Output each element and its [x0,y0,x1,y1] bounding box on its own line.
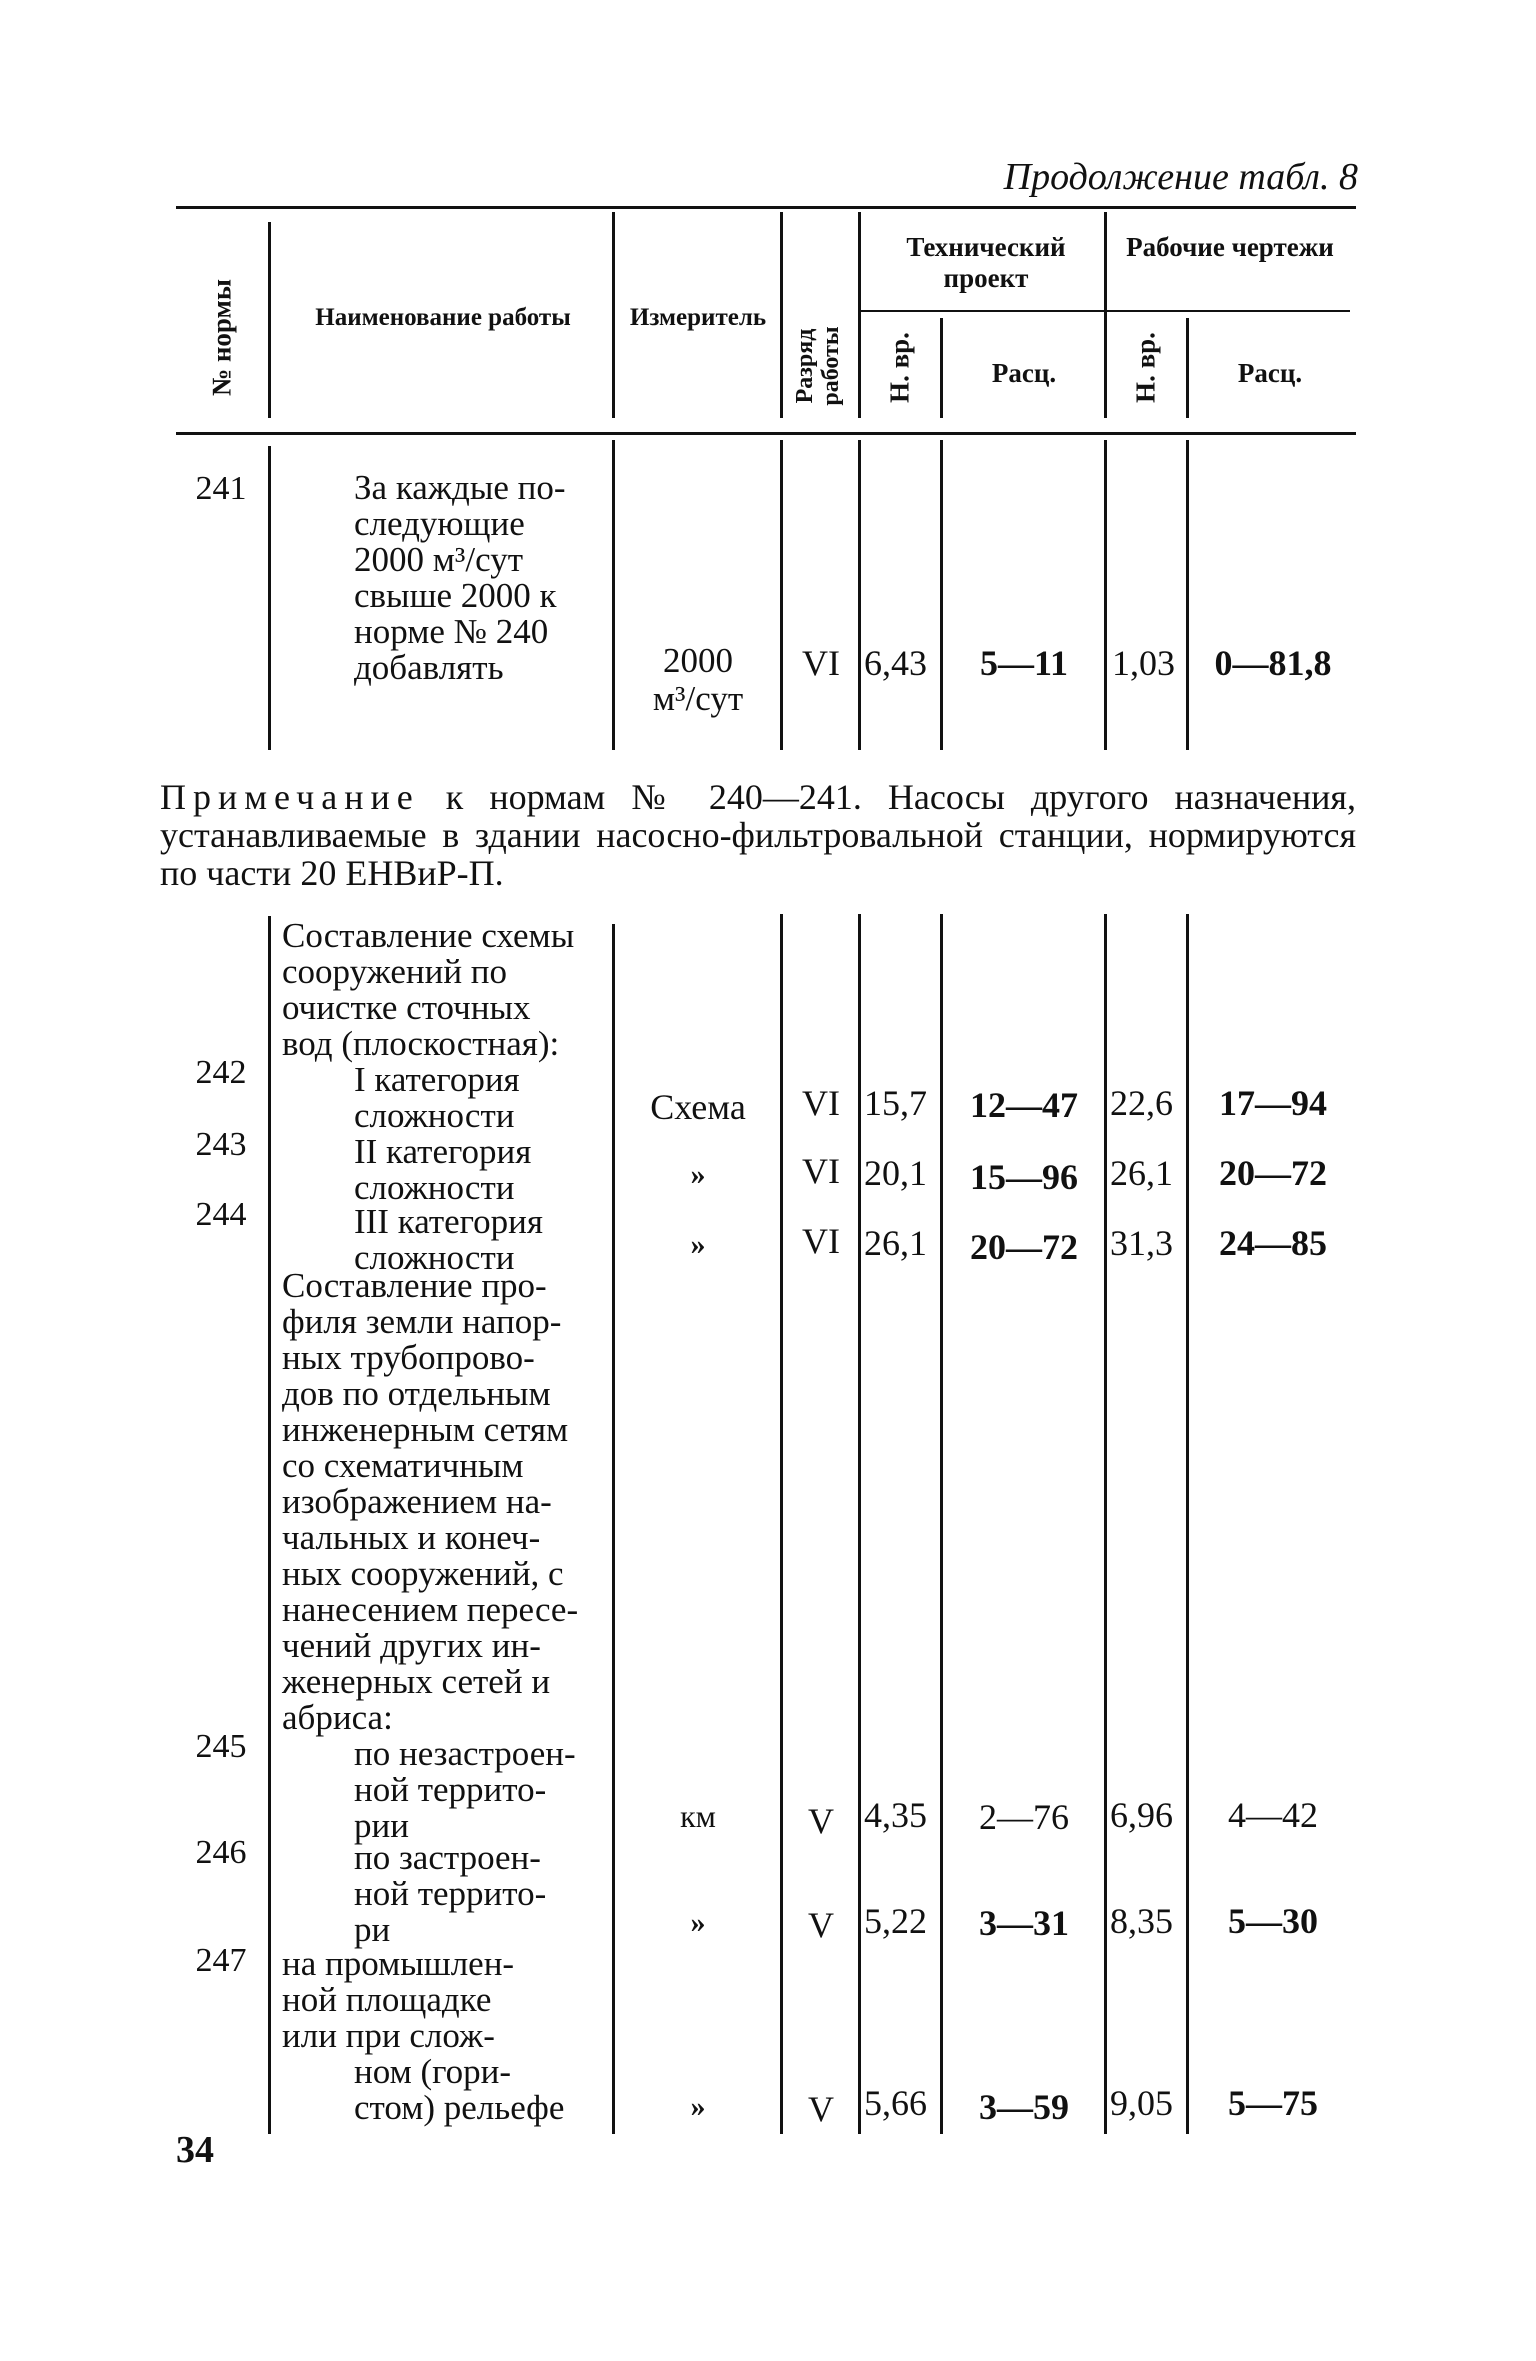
header-tech-rasc: Расц. [991,358,1057,388]
group1-description [282,918,608,1062]
row245-description [354,1736,608,1844]
table-caption: Продолжение табл. 8 [1003,156,1358,198]
header-top-rule [176,206,1356,209]
row245-number: 245 [195,1728,247,1765]
row241-vline-1 [268,446,271,750]
row241-unit-line: 2000 [663,641,733,680]
row245-desc-line: рии [354,1806,409,1845]
group1-desc-line: очистке сточных [282,988,531,1027]
row241-number: 241 [195,470,247,507]
lower-vline-3 [780,914,783,2134]
row247-draw-nvr: 9,05 [1110,2083,1173,2123]
tech-group-rule [860,310,1106,312]
row245-desc-line: ной террито- [354,1770,547,1809]
row246-draw-nvr: 8,35 [1110,1901,1173,1941]
row245-unit: км [680,1798,716,1834]
row243-description [354,1134,608,1206]
row247-desc-line: ном (гори- [354,2052,511,2091]
row247-unit: » [690,2090,706,2123]
row246-tech-rasc: 3—31 [979,1903,1069,1943]
row244-grade: VI [802,1221,840,1261]
row243-tech-nvr: 20,1 [864,1153,927,1193]
row241-desc-line: следующие [354,504,525,543]
row246-desc-line: ной террито- [354,1874,547,1913]
row241-unit-line: м³/сут [652,679,744,718]
row244-number: 244 [195,1196,247,1233]
header-vline-4 [858,212,861,418]
draw-group-rule [1106,310,1350,312]
row242-draw-nvr: 22,6 [1110,1083,1173,1123]
row246-desc-line: ри [354,1910,391,1949]
row243-desc-line: сложности [354,1168,515,1207]
row243-unit: » [690,1158,706,1191]
group1-desc-line: Составление схемы [282,916,575,955]
row246-description [354,1840,608,1948]
row244-draw-nvr: 31,3 [1110,1223,1173,1263]
row242-number: 242 [195,1054,247,1091]
row243-draw-nvr: 26,1 [1110,1153,1173,1193]
group2-desc-line: нанесением пересе- [282,1590,579,1629]
row247-grade: V [808,2089,834,2129]
group2-desc-line: женерных сетей и [282,1662,551,1701]
row242-tech-rasc: 12—47 [970,1085,1078,1125]
row242-desc-line: сложности [354,1096,515,1135]
row247-desc-line: или при слож- [282,2016,495,2055]
row247-tech-rasc: 3—59 [979,2087,1069,2127]
group2-desc-line: Составление про- [282,1266,547,1305]
header-draw-rasc: Расц. [1237,358,1303,388]
row246-grade: V [808,1905,834,1945]
row246-draw-rasc: 5—30 [1228,1901,1318,1941]
group1-desc-line: вод (плоскостная): [282,1024,560,1063]
group2-desc-line: чений других ин- [282,1626,541,1665]
row247-description [282,1946,608,2126]
row241-draw-rasc: 0—81,8 [1214,643,1332,683]
row242-desc-line: I категория [354,1060,520,1099]
lower-vline-2 [612,924,615,2134]
row242-tech-nvr: 15,7 [864,1083,927,1123]
row241-grade: VI [802,643,840,683]
row247-number: 247 [195,1942,247,1979]
row246-unit: » [690,1906,706,1939]
row242-unit: Схема [650,1087,746,1127]
row241-tech-rasc: 5—11 [979,643,1068,683]
row243-tech-rasc: 15—96 [970,1157,1078,1197]
row247-draw-rasc: 5—75 [1228,2083,1318,2123]
group2-desc-line: дов по отдельным [282,1374,551,1413]
row241-vline-7 [1186,440,1189,750]
row246-number: 246 [195,1834,247,1871]
row241-tech-nvr: 6,43 [864,643,927,683]
row241-vline-4 [858,440,861,750]
row243-number: 243 [195,1126,247,1163]
row247-desc-line: ной площадке [282,1980,492,2019]
header-col-name: Наименование работы [315,304,571,331]
row244-tech-rasc: 20—72 [970,1227,1078,1267]
lower-vline-5 [940,914,943,2134]
row247-desc-line: стом) рельефе [354,2088,565,2127]
lower-vline-1 [268,916,271,2134]
row243-desc-line: II категория [354,1132,532,1171]
row241-desc-line: добавлять [354,648,504,687]
lower-vline-7 [1186,914,1189,2134]
row241-vline-6 [1104,440,1107,750]
header-vline-5 [940,318,943,418]
lower-vline-4 [858,914,861,2134]
group2-desc-line: чальных и конеч- [282,1518,541,1557]
row241-desc-line: За каждые по- [354,468,566,507]
note-lead: Примечание [160,777,420,817]
header-tech-nvr: Н. вр. [884,332,915,403]
row242-description [354,1062,608,1134]
group2-desc-line: ных сооружений, с [282,1554,564,1593]
row241-desc-line: норме № 240 [354,612,549,651]
row244-unit: » [690,1228,706,1261]
group2-desc-line: со схематичным [282,1446,524,1485]
group2-desc-line: ных трубопрово- [282,1338,535,1377]
header-draw-nvr: Н. вр. [1130,332,1161,403]
group2-desc-line: филя земли напор- [282,1302,562,1341]
header-bottom-rule [176,432,1356,435]
group2-desc-line: изображением на- [282,1482,552,1521]
row241-unit [616,642,780,718]
row245-grade: V [808,1801,834,1841]
row241-desc-line: свыше 2000 к [354,576,557,615]
table-note [160,778,1356,892]
row247-tech-nvr: 5,66 [864,2083,927,2123]
note-text: к нормам № 240—241. Насосы другого назначения, устанавливаемые в здании насосно-фильтровальной станции, нормируются по части 20 ЕНВиР-П. [160,777,1356,893]
row242-grade: VI [802,1083,840,1123]
row245-tech-nvr: 4,35 [864,1795,927,1835]
header-vline-1 [268,222,271,418]
row244-desc-line: III категория [354,1202,543,1241]
header-col-grade: Разряд работы [792,326,844,406]
row245-draw-nvr: 6,96 [1110,1795,1173,1835]
group2-description [282,1268,608,1736]
page-number: 34 [176,2129,214,2171]
row244-draw-rasc: 24—85 [1219,1223,1327,1263]
row245-tech-rasc: 2—76 [979,1797,1069,1837]
row246-tech-nvr: 5,22 [864,1901,927,1941]
row241-vline-2 [612,440,615,750]
row244-tech-nvr: 26,1 [864,1223,927,1263]
header-col-unit: Измеритель [629,304,767,331]
group2-desc-line: инженерным сетям [282,1410,569,1449]
header-group-tech: Технический проект [906,232,1066,294]
group1-desc-line: сооружений по [282,952,508,991]
row246-desc-line: по застроен- [354,1838,541,1877]
row241-desc-line: 2000 м³/сут [354,540,523,579]
row241-vline-3 [780,440,783,750]
row242-draw-rasc: 17—94 [1219,1083,1327,1123]
row241-draw-nvr: 1,03 [1112,643,1175,683]
row243-grade: VI [802,1151,840,1191]
group2-desc-line: абриса: [282,1698,393,1737]
header-col-number: № нормы [206,278,237,397]
header-group-draw: Рабочие чертежи [1126,232,1334,262]
row244-desc-line: сложности [354,1238,515,1277]
row247-desc-line: на промышлен- [282,1944,515,1983]
row241-description [354,470,608,686]
row245-desc-line: по незастроен- [354,1734,576,1773]
lower-vline-6 [1104,914,1107,2134]
row241-vline-5 [940,440,943,750]
header-vline-6 [1104,212,1107,418]
row243-draw-rasc: 20—72 [1219,1153,1327,1193]
header-vline-7 [1186,318,1189,418]
row245-draw-rasc: 4—42 [1228,1795,1318,1835]
